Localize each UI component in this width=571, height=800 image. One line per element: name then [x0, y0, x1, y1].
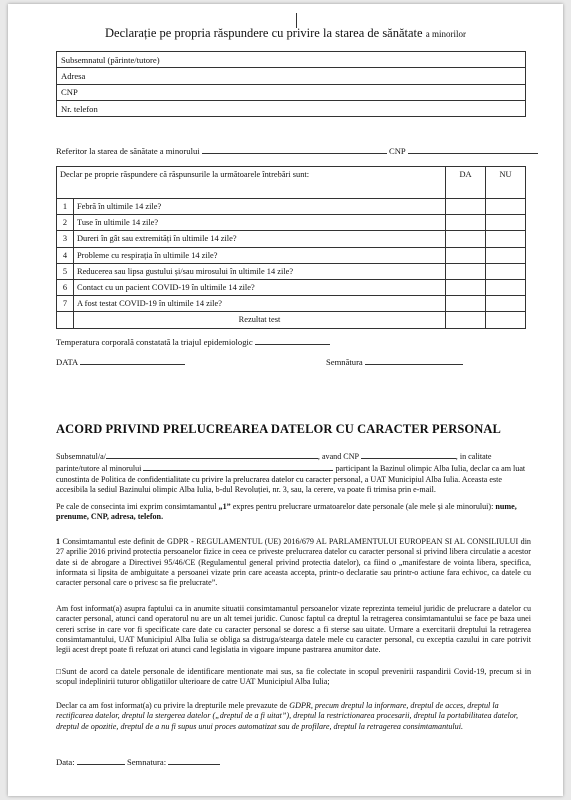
- yes-cell[interactable]: [446, 263, 486, 279]
- question-text: Tuse în ultimile 14 zile?: [74, 215, 446, 231]
- declaration-signature-blank[interactable]: [365, 356, 463, 365]
- agreement-signature-blank[interactable]: [168, 756, 220, 765]
- no-cell[interactable]: [486, 263, 526, 279]
- declaration-date-label: DATA: [56, 357, 78, 367]
- minor-cnp-blank[interactable]: [408, 145, 538, 154]
- question-number: 2: [57, 215, 74, 231]
- minor-cnp-label: CNP: [388, 146, 406, 156]
- field-cnp[interactable]: CNP: [57, 84, 526, 100]
- minor-reference-line: [56, 145, 538, 156]
- withdrawal-info: Am fost informat(a) asupra faptului ca in anumite situatii consimtamantul persoanelor vizate reprezinta temeiul juridic de prelucrare a datelor cu caracter personal, atunci cand operatorul nu are un alt temei juridic. Cunosc faptul ca dreptul la retragerea consimtamantului se face pe baza unei cereri scrise in care vor fi specificate care date cu caracter personal se doresc a fi sterse sau uitate. Urmare a exercitarii dreptului la retragerea consimtamantului, UAT Municipiul Alba Iulia se obliga sa distruga/stearga datele mele cu caracter personal, cu exceptia cazului in care potrivit legii acest drept poate fi refuzat ori atunci cand legislatia in vigoare impune pastrarea anumitor date.: [56, 604, 531, 655]
- question-text: Reducerea sau lipsa gustului și/sau mirosului în ultimile 14 zile?: [74, 263, 446, 279]
- temperature-label: Temperatura corporală constatată la triajul epidemiologic: [56, 337, 253, 347]
- agreement-minor-blank[interactable]: [143, 462, 333, 471]
- identification-table: [56, 51, 526, 117]
- no-column-header: NU: [486, 167, 526, 199]
- no-cell[interactable]: [486, 247, 526, 263]
- covid-purpose-consent[interactable]: □Sunt de acord ca datele personale de identificare mentionate mai sus, sa fie colectate in scopul prevenirii raspandirii Covid-19, precum si in scopul indeplinirii tuturor obligatiilor ulterioare de catre UAT Municipiul Alba Iulia;: [56, 667, 531, 687]
- temperature-blank[interactable]: [255, 336, 330, 345]
- rights-statement: Declar ca am fost informat(a) cu privire la drepturile mele prevazute de GDPR, precum dreptul la informare, dreptul de acces, dreptul la rectificarea datelor, dreptul la stergerea datelor („dreptul de a fi uitat”), dreptul la restrictionarea procesarii, dreptul la portabilitatea datelor, dreptul de opozitie, dreptul de a nu fi supus unui proces automatizat sau de profilare, dreptul la retragerea consimtamantului.: [56, 701, 519, 731]
- agreement-intro: Subsemnatul/a/ , avand CNP , in calitate parinte/tutore al minorului participant la Bazinul olimpic Alba Iulia, declar ca am luat cunostinta de Politica de confidentialitate cu privire la prelucrarea datelor cu caracter personal, a UAT Municipiul Alba Iulia. Aceasta este accesibila la sediul Bazinului olimpic Alba Iulia, b-dul Revoluției, nr. 3, sau, la cerere, va poate fi trimisa prin e-mail.: [56, 452, 526, 494]
- declaration-signature-label: Semnătura: [326, 357, 363, 367]
- question-row: [57, 279, 526, 295]
- footnote-marker: 1: [56, 537, 61, 546]
- yes-cell[interactable]: [446, 247, 486, 263]
- question-number: 7: [57, 296, 74, 312]
- question-number: 3: [57, 231, 74, 247]
- question-row: [57, 247, 526, 263]
- question-row: [57, 296, 526, 312]
- no-cell[interactable]: [486, 296, 526, 312]
- yes-cell[interactable]: [446, 231, 486, 247]
- result-row: [57, 312, 526, 328]
- question-text: Contact cu un pacient COVID-19 în ultimile 14 zile?: [74, 279, 446, 295]
- agreement-consent: Pe cale de consecinta imi exprim consimtamantul „1” expres pentru prelucrare urmatoarelor date personale (ale mele și ale minorului): nume, prenume, CNP, adresa, telefon.: [56, 502, 517, 522]
- question-text: Dureri în gât sau extremități în ultimile 14 zile?: [74, 231, 446, 247]
- question-number: 5: [57, 263, 74, 279]
- declaration-title-suffix: a minorilor: [425, 29, 466, 39]
- yes-cell[interactable]: [446, 215, 486, 231]
- document-page: [8, 4, 563, 796]
- field-guardian-name[interactable]: Subsemnatul (părinte/tutore): [57, 52, 526, 68]
- no-cell[interactable]: [486, 231, 526, 247]
- agreement-date-label: Data:: [56, 757, 75, 767]
- minor-name-blank[interactable]: [202, 145, 387, 154]
- question-text: A fost testat COVID-19 în ultimile 14 zile?: [74, 296, 446, 312]
- question-row: [57, 215, 526, 231]
- field-address[interactable]: Adresa: [57, 68, 526, 84]
- gdpr-definition: 1 Consimtamantul este definit de GDPR - REGULAMENTUL (UE) 2016/679 AL PARLAMENTULUI EUROPEAN SI AL CONSILIULUI din 27 aprilie 2016 privind protectia persoanelor fizice in ceea ce priveste prelucrarea datelor cu caracter personal si privind libera circulatie a acestor date si de abrogare a Directivei 95/46/CE (Regulamentul general privind protectia datelor), ca fiind o „manifestare de vointa libera, specifica, informata si lipsita de ambiguitate a persoanei vizate prin care aceasta accepta, printr-o declaratie sau printr-o actiune fara echivoc, ca datele cu caracter personal care o privesc sa fie prelucrate”.: [56, 537, 531, 588]
- declaration-date-blank[interactable]: [80, 356, 185, 365]
- yes-cell[interactable]: [446, 296, 486, 312]
- question-number: 1: [57, 199, 74, 215]
- declaration-signature-line: [326, 356, 463, 367]
- agreement-name-blank[interactable]: [106, 450, 318, 459]
- declaration-date-line: [56, 356, 185, 367]
- no-cell[interactable]: [486, 199, 526, 215]
- question-text: Probleme cu respirația în ultimile 14 zile?: [74, 247, 446, 263]
- yes-cell[interactable]: [446, 199, 486, 215]
- yes-cell[interactable]: [446, 279, 486, 295]
- question-row: [57, 199, 526, 215]
- agreement-cnp-blank[interactable]: [361, 450, 456, 459]
- agreement-title: ACORD PRIVIND PRELUCREAREA DATELOR CU CARACTER PERSONAL: [56, 422, 501, 436]
- question-number: 6: [57, 279, 74, 295]
- question-row: [57, 263, 526, 279]
- yes-column-header: DA: [446, 167, 486, 199]
- no-cell[interactable]: [486, 279, 526, 295]
- questions-header: Declar pe proprie răspundere că răspunsurile la următoarele întrebări sunt:: [57, 167, 446, 199]
- question-number: 4: [57, 247, 74, 263]
- question-text: Febră în ultimile 14 zile?: [74, 199, 446, 215]
- agreement-sign-line: [56, 756, 220, 767]
- question-row: [57, 231, 526, 247]
- test-result-label[interactable]: Rezultat test: [74, 312, 446, 328]
- temperature-line: [56, 336, 330, 347]
- minor-reference-label: Referitor la starea de sănătate a minorului: [56, 146, 200, 156]
- agreement-signature-label: Semnatura:: [126, 757, 167, 767]
- no-cell[interactable]: [486, 215, 526, 231]
- health-questions-table: [56, 166, 526, 329]
- field-phone[interactable]: Nr. telefon: [57, 100, 526, 116]
- declaration-title: Declarație pe propria răspundere cu privire la starea de sănătate a minorilor: [105, 26, 466, 40]
- agreement-date-blank[interactable]: [77, 756, 125, 765]
